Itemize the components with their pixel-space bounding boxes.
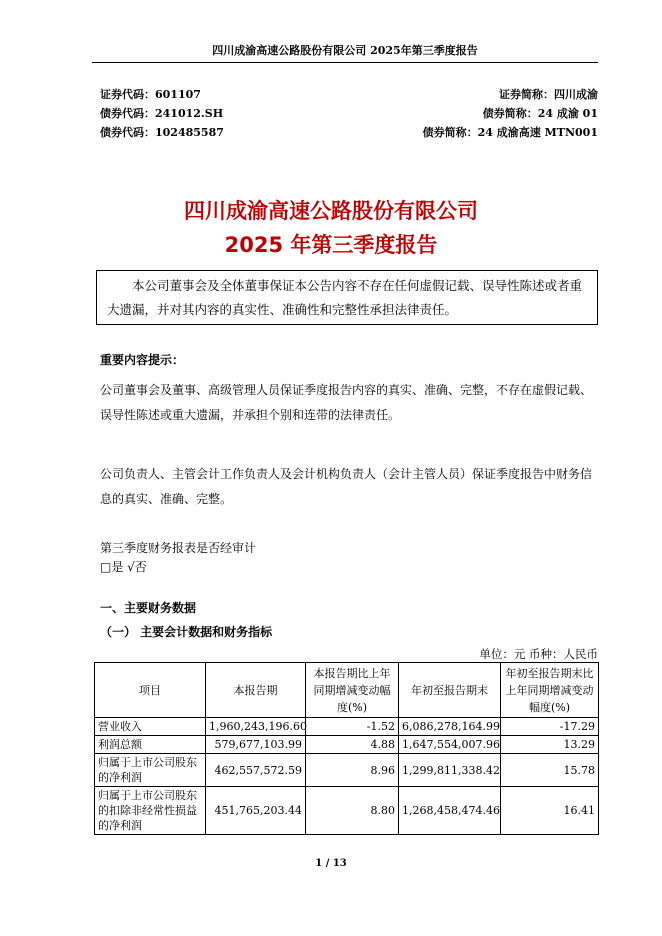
important-para-1: 公司董事会及董事、高级管理人员保证季度报告内容的真实、准确、完整，不存在虚假记载、误导性陈述或重大遗漏，并承担个别和连带的法律责任。 <box>100 383 593 422</box>
report-title: 2025 年第三季度报告 <box>224 233 438 257</box>
section-heading: 一、主要财务数据 <box>100 601 197 615</box>
board-notice-text: 本公司董事会及全体董事保证本公告内容不存在任何虚假记载、误导性陈述或者重大遗漏，并对其内容的真实性、准确性和完整性承担法律责任。 <box>107 278 583 317</box>
table-header-row <box>95 663 599 718</box>
cell-item: 营业收入 <box>95 718 206 736</box>
important-para-2: 公司负责人、主管会计工作负责人及会计机构负责人（会计主管人员）保证季度报告中财务信息的真实、准确、完整。 <box>100 467 593 506</box>
col-header-current-change: 本报告期比上年同期增减变动幅度(%) <box>306 663 399 718</box>
bond-abbr: 债券简称：24 成渝 01 <box>482 107 598 120</box>
cell-item: 归属于上市公司股东的净利润 <box>95 754 206 787</box>
cell-ytd-change: 13.29 <box>501 736 599 754</box>
table-row <box>95 787 599 835</box>
cell-current: 451,765,203.44 <box>206 787 306 835</box>
cell-item: 归属于上市公司股东的扣除非经常性损益的净利润 <box>95 787 206 835</box>
unit-note: 单位：元 币种：人民币 <box>479 647 598 661</box>
cell-ytd-change: -17.29 <box>501 718 599 736</box>
cell-current: 1,960,243,196.60 <box>206 718 306 736</box>
bond-abbr: 债券简称：24 成渝高速 MTN001 <box>422 126 598 139</box>
cell-current-change: -1.52 <box>306 718 399 736</box>
important-heading: 重要内容提示： <box>100 353 185 367</box>
cell-ytd: 1,299,811,338.42 <box>399 754 501 787</box>
cell-current: 579,677,103.99 <box>206 736 306 754</box>
cell-ytd: 1,268,458,474.46 <box>399 787 501 835</box>
audit-question: 第三季度财务报表是否经审计 <box>100 541 257 555</box>
cell-current: 462,557,572.59 <box>206 754 306 787</box>
running-header: 四川成渝高速公路股份有限公司 2025年第三季度报告 <box>92 42 598 63</box>
financial-table <box>94 662 599 835</box>
col-header-current: 本报告期 <box>206 663 306 718</box>
cell-current-change: 4.88 <box>306 736 399 754</box>
col-header-item: 项目 <box>95 663 206 718</box>
cell-ytd-change: 15.78 <box>501 754 599 787</box>
table-row <box>95 736 599 754</box>
cell-ytd-change: 16.41 <box>501 787 599 835</box>
stock-code: 证券代码：601107 <box>100 88 201 101</box>
table-row <box>95 754 599 787</box>
audit-answer: □是 √否 <box>100 560 147 574</box>
company-title: 四川成渝高速公路股份有限公司 <box>184 199 478 223</box>
page-number: 1 / 13 <box>315 858 347 869</box>
cell-current-change: 8.80 <box>306 787 399 835</box>
cell-ytd: 1,647,554,007.96 <box>399 736 501 754</box>
table-row <box>95 718 599 736</box>
bond-code: 债券代码：241012.SH <box>100 107 224 120</box>
bond-code: 债券代码：102485587 <box>100 126 224 139</box>
col-header-ytd-change: 年初至报告期末比上年同期增减变动幅度(%) <box>501 663 599 718</box>
stock-abbr: 证券简称：四川成渝 <box>499 88 598 101</box>
board-notice-box <box>96 270 598 325</box>
cell-ytd: 6,086,278,164.99 <box>399 718 501 736</box>
col-header-ytd: 年初至报告期末 <box>399 663 501 718</box>
cell-current-change: 8.96 <box>306 754 399 787</box>
subsection-heading: （一） 主要会计数据和财务指标 <box>100 625 273 639</box>
cell-item: 利润总额 <box>95 736 206 754</box>
